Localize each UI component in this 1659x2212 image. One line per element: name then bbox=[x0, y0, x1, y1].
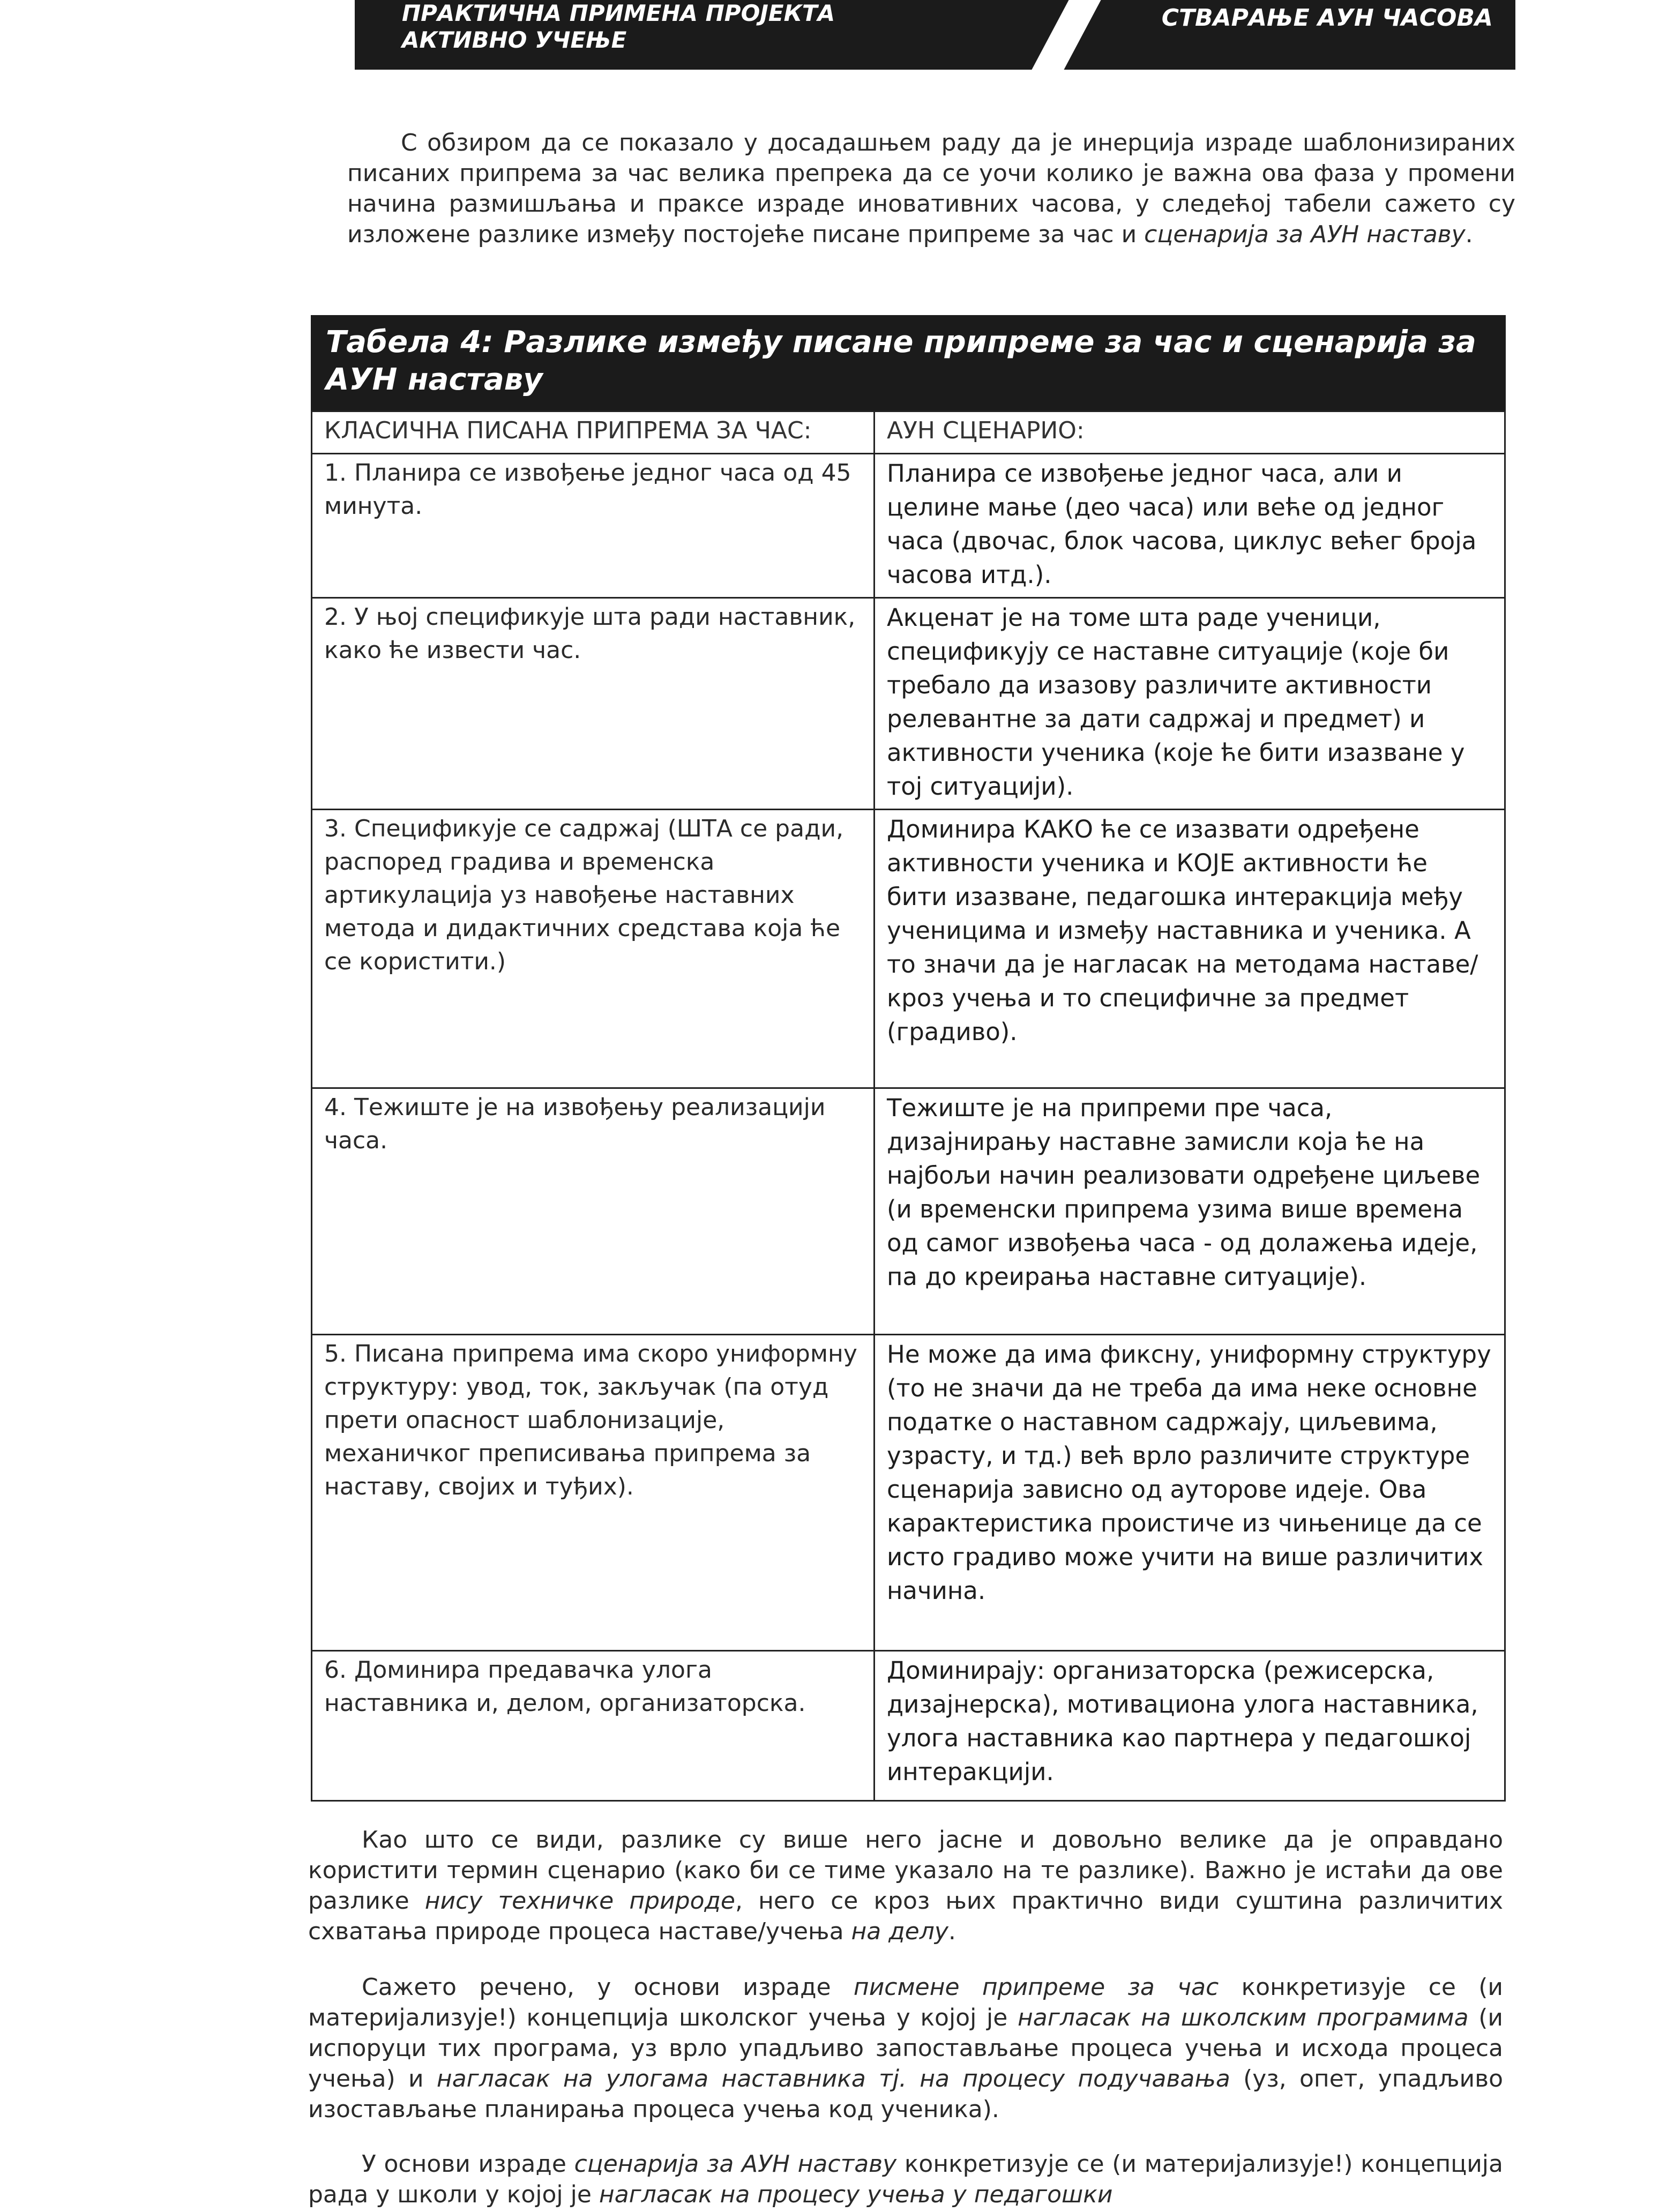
intro-text: С обзиром да се показало у досадашњем раду да је инерција израде шаблонизираних писаних припрема за час велика препрека да се уочи колико је важна ова фаза у промени начина размишљања и праксе израде иновативних часова, у следећој табели сажето су изложене разлике између постојеће писане припреме за час и bbox=[347, 129, 1515, 248]
cell-aun: Тежиште је на припреми пре часа, дизајнирању наставне замисли која ће на најбољи начин реализовати одређене циљеве (и временски припрема узима више времена од самог извођења часа - од долажења идеје, па до креирања наставне ситуације). bbox=[875, 1088, 1505, 1335]
table-title: Табела 4: Разлике између писане припреме за час и сценарија за АУН наставу bbox=[311, 315, 1506, 410]
cell-aun: Акценат је на томе шта раде ученици, спецификују се наставне ситуације (које би требало да изазову различите активности релевантне за дати садржај и предмет) и активности ученика (које ће бити изазване у тој ситуацији). bbox=[875, 598, 1505, 810]
text-run: (и испоруци тих програма, уз врло упадљиво запостављање процеса учења и исхода процеса учења) и bbox=[308, 2004, 1503, 2093]
paragraph-summary bbox=[308, 1972, 1503, 2125]
intro-paragraph bbox=[347, 128, 1515, 250]
table-row bbox=[312, 598, 1505, 810]
text-run: . bbox=[948, 1918, 956, 1945]
cell-classic: 3. Спецификује се садржај (ШТА се ради, распоред градива и временска артикулација уз навођење наставних метода и дидактичних средстава која ће се користити.) bbox=[312, 810, 875, 1088]
cell-aun: Планира се извођење једног часа, али и целине мање (део часа) или веће од једног часа (двочас, блок часова, циклус већег броја часова итд.). bbox=[875, 454, 1505, 598]
text-run: конкретизује се (и материјализује!) концепција школског учења у којој је bbox=[308, 1974, 1504, 2031]
text-run: У основи израде bbox=[362, 2150, 574, 2178]
text-run: (уз, опет, упадљиво изостављање планирања процеса учења код ученика). bbox=[308, 2065, 1503, 2123]
cell-classic: 6. Доминира предавачка улога наставника и, делом, организаторска. bbox=[312, 1651, 875, 1801]
table-row bbox=[312, 1335, 1505, 1651]
comparison-table bbox=[311, 410, 1506, 1802]
header-left-line2: АКТИВНО УЧЕЊЕ bbox=[402, 27, 627, 53]
emphasis-run: нису техничке природе bbox=[424, 1887, 735, 1915]
cell-classic: 1. Планира се извођење једног часа од 45 минута. bbox=[312, 454, 875, 598]
header-aun: АУН СЦЕНАРИО: bbox=[875, 412, 1505, 454]
cell-classic: 2. У њој спецификује шта ради наставник, како ће извести час. bbox=[312, 598, 875, 810]
emphasis-run: писмене припреме за час bbox=[853, 1974, 1219, 2001]
paragraph-scenario bbox=[308, 2149, 1503, 2210]
intro-emphasis: сценарија за АУН наставу bbox=[1144, 221, 1466, 248]
emphasis-run: на делу bbox=[851, 1918, 948, 1945]
header-classic: КЛАСИЧНА ПИСАНА ПРИПРЕМА ЗА ЧАС: bbox=[312, 412, 875, 454]
paragraph-differences bbox=[308, 1825, 1503, 1947]
table-row bbox=[312, 1651, 1505, 1801]
cell-classic: 5. Писана припрема има скоро униформну структуру: увод, ток, закључак (па отуд прети опасност шаблонизације, механичког преписивања припрема за наставу, својих и туђих). bbox=[312, 1335, 875, 1651]
table-row bbox=[312, 810, 1505, 1088]
emphasis-run: нагласак на процесу учења у педагошки bbox=[599, 2181, 1113, 2208]
table-header-row bbox=[312, 412, 1505, 454]
text-run: Сажето речено, у основи израде bbox=[362, 1974, 854, 2001]
table-row bbox=[312, 454, 1505, 598]
emphasis-run: нагласак на улогама наставника тј. на процесу подучавања bbox=[436, 2065, 1230, 2093]
cell-aun: Не може да има фиксну, униформну структуру (то не значи да не треба да има неке основне податке о наставном садржају, циљевима, узрасту, и тд.) већ врло различите структуре сценарија зависно од ауторове идеје. Ова карактеристика проистиче из чињенице да се исто градиво може учити на више различитих начина. bbox=[875, 1335, 1505, 1651]
text-run: Као што се види, разлике су више него јасне и довољно велике да је оправдано користити термин сценарио (како би се тиме указало на те разлике). Важно је истаћи да ове разлике bbox=[308, 1826, 1503, 1915]
emphasis-run: сценарија за АУН наставу bbox=[574, 2150, 897, 2178]
cell-aun: Доминирају: организаторска (режисерска, дизајнерска), мотивациона улога наставника, улога наставника као партнера у педагошкој интеракцији. bbox=[875, 1651, 1505, 1801]
comparison-table-block bbox=[311, 315, 1506, 1802]
cell-aun: Доминира КАКО ће се изазвати одређене активности ученика и КОЈЕ активности ће бити изазване, педагошка интеракција међу ученицима и између наставника и ученика. А то значи да је нагласак на методама наставе/кроз учења и то специфичне за предмет (градиво). bbox=[875, 810, 1505, 1088]
emphasis-run: нагласак на школским програмима bbox=[1018, 2004, 1469, 2031]
header-left-title bbox=[402, 0, 835, 54]
text-run: конкретизује се (и материјализује!) концепција рада у школи у којој је bbox=[308, 2150, 1503, 2208]
cell-classic: 4. Тежиште је на извођењу реализацији часа. bbox=[312, 1088, 875, 1335]
table-row bbox=[312, 1088, 1505, 1335]
header-right-title: СТВАРАЊЕ АУН ЧАСОВА bbox=[1161, 4, 1493, 32]
intro-end: . bbox=[1465, 221, 1473, 248]
header-left-line1: ПРАКТИЧНА ПРИМЕНА ПРОЈЕКТА bbox=[402, 0, 835, 26]
text-run: , него се кроз њих практично види суштина различитих схватања природе процеса наставе/учења bbox=[308, 1887, 1504, 1945]
